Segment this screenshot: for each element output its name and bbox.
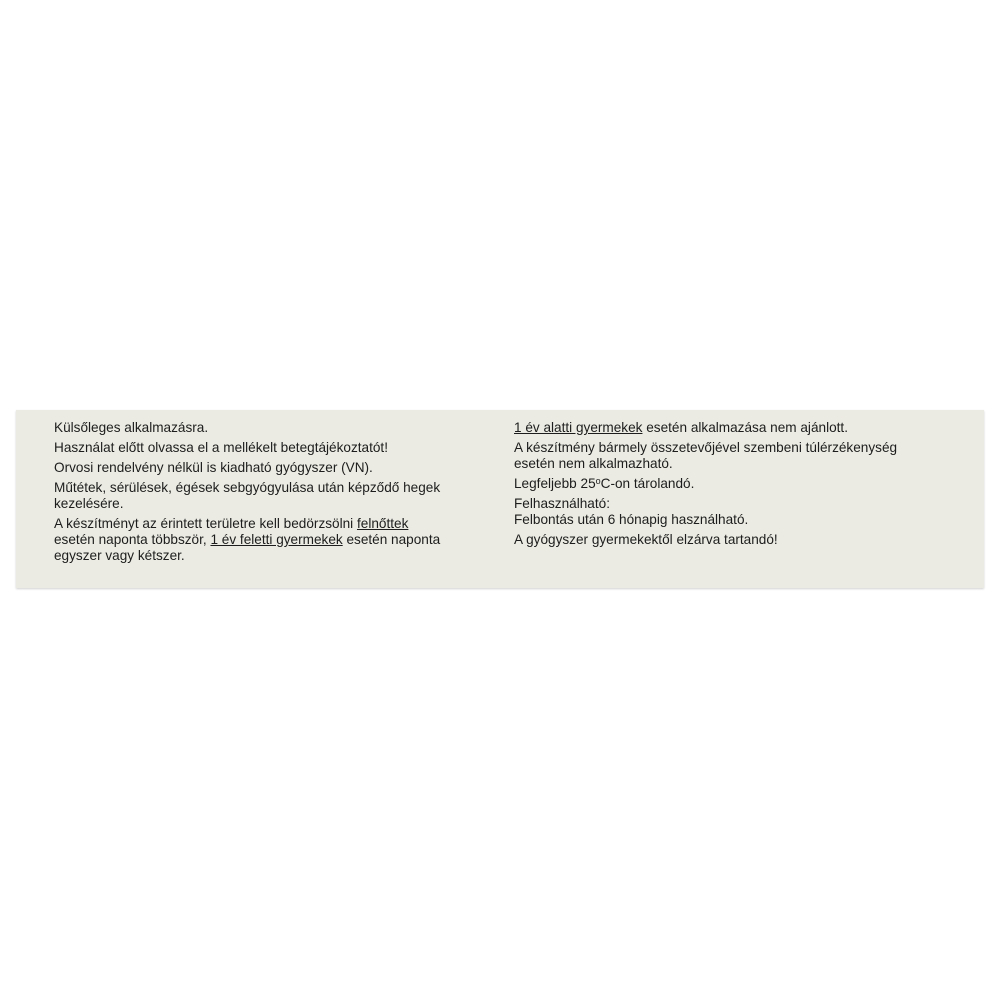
dosage-line-2: [54, 532, 494, 548]
dosage-line-1: [54, 516, 494, 532]
expiry-label: Felhasználható:: [514, 496, 610, 511]
external-use-text: Külsőleges alkalmazásra.: [54, 420, 209, 435]
package-label-panel: [16, 410, 984, 588]
hypersensitivity-line-1: A készítmény bármely összetevőjével szembeni túlérzékenység: [514, 440, 898, 455]
indication-line-2: kezelésére.: [54, 496, 124, 511]
degree-symbol: o: [595, 476, 601, 486]
storage-suffix: C-on tárolandó.: [600, 476, 695, 491]
dosage-text-part-2: esetén naponta többször,: [54, 532, 211, 547]
under-one-warning: [514, 420, 954, 436]
under-one-underlined: 1 év alatti gyermekek: [514, 420, 643, 435]
dosage-line-3: egyszer vagy kétszer.: [54, 548, 185, 563]
indication-block: [54, 480, 494, 512]
dosage-text-part-1: A készítményt az érintett területre kell bedörzsölni: [54, 516, 357, 531]
dosage-block: [54, 516, 494, 564]
indication-line-1: Műtétek, sérülések, égések sebgyógyulása után képződő hegek: [54, 480, 441, 495]
dosage-text-part-3: esetén naponta: [342, 532, 441, 547]
dosage-adults-underlined: felnőttek: [356, 516, 409, 531]
storage-prefix: Legfeljebb 25: [514, 476, 596, 491]
right-text-column: [514, 420, 954, 548]
keep-away-warning: A gyógyszer gyermekektől elzárva tartandó!: [514, 532, 778, 547]
after-opening-text: Felbontás után 6 hónapig használható.: [514, 512, 749, 527]
left-text-column: [54, 420, 494, 564]
hypersensitivity-block: [514, 440, 954, 472]
dosage-children-underlined: 1 év feletti gyermekek: [210, 532, 343, 547]
otc-status-text: Orvosi rendelvény nélkül is kiadható gyógyszer (VN).: [54, 460, 373, 475]
under-one-rest: esetén alkalmazása nem ajánlott.: [642, 420, 848, 435]
storage-text: [514, 476, 954, 492]
hypersensitivity-line-2: esetén nem alkalmazható.: [514, 456, 673, 471]
read-leaflet-text: Használat előtt olvassa el a mellékelt betegtájékoztatót!: [54, 440, 388, 455]
